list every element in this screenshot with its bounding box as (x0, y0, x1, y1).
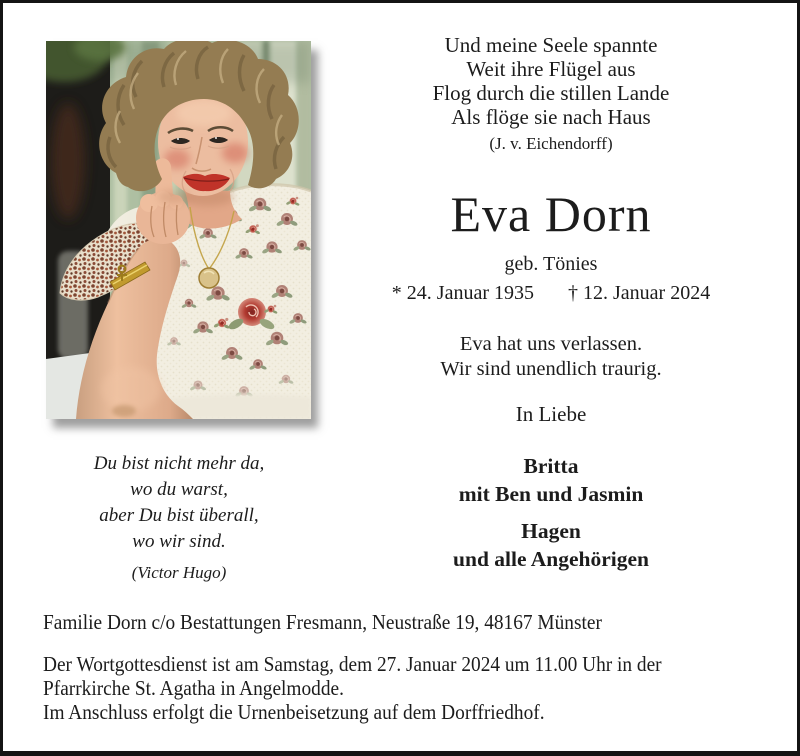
portrait-photo (46, 41, 311, 419)
poem-attribution: (J. v. Eichendorff) (489, 134, 613, 153)
poem-line: Als flöge sie nach Haus (451, 105, 651, 129)
side-quote (31, 451, 327, 586)
farewell-text (381, 332, 721, 382)
poem-line: Flog durch die stillen Lande (432, 81, 670, 105)
service-info (43, 652, 662, 724)
service-line: Im Anschluss erfolgt die Urnenbeisetzung auf dem Dorffriedhof. (43, 700, 545, 724)
farewell-line: Wir sind unendlich traurig. (440, 358, 662, 380)
life-dates (381, 282, 721, 305)
mourner-line: Hagen (521, 519, 581, 543)
mourners-group-1 (381, 452, 721, 508)
contact-text: Familie Dorn c/o Bestattungen Fresmann, Neustraße 19, 48167 Münster (43, 610, 602, 634)
mourner-line: Britta (523, 454, 579, 478)
mourner-line: und alle Angehörigen (453, 547, 649, 571)
service-line: Der Wortgottesdienst ist am Samstag, dem 27. Januar 2024 um 11.00 Uhr in der (43, 652, 662, 676)
poem (381, 33, 721, 129)
mourner-line: mit Ben und Jasmin (458, 482, 644, 506)
birth-date: * 24. Januar 1935 (391, 282, 534, 304)
death-date: † 12. Januar 2024 (568, 282, 711, 304)
poem-line: Und meine Seele spannte (444, 33, 658, 57)
service-line: Pfarrkirche St. Agatha in Angelmodde. (43, 676, 344, 700)
contact-line (43, 610, 664, 635)
deceased-name: Eva Dorn (450, 186, 652, 242)
quote-line: wo du warst, (130, 479, 228, 500)
maiden-name: geb. Tönies (504, 253, 598, 275)
quote-line: aber Du bist überall, (99, 505, 259, 526)
poem-line: Weit ihre Flügel aus (466, 57, 636, 81)
portrait-illustration (46, 41, 311, 419)
quote-line: Du bist nicht mehr da, (93, 453, 265, 474)
mourners-group-2 (381, 517, 721, 573)
salutation: In Liebe (515, 402, 587, 426)
quote-line: wo wir sind. (132, 531, 226, 552)
quote-attribution: (Victor Hugo) (131, 563, 227, 582)
farewell-line: Eva hat uns verlassen. (459, 333, 643, 355)
